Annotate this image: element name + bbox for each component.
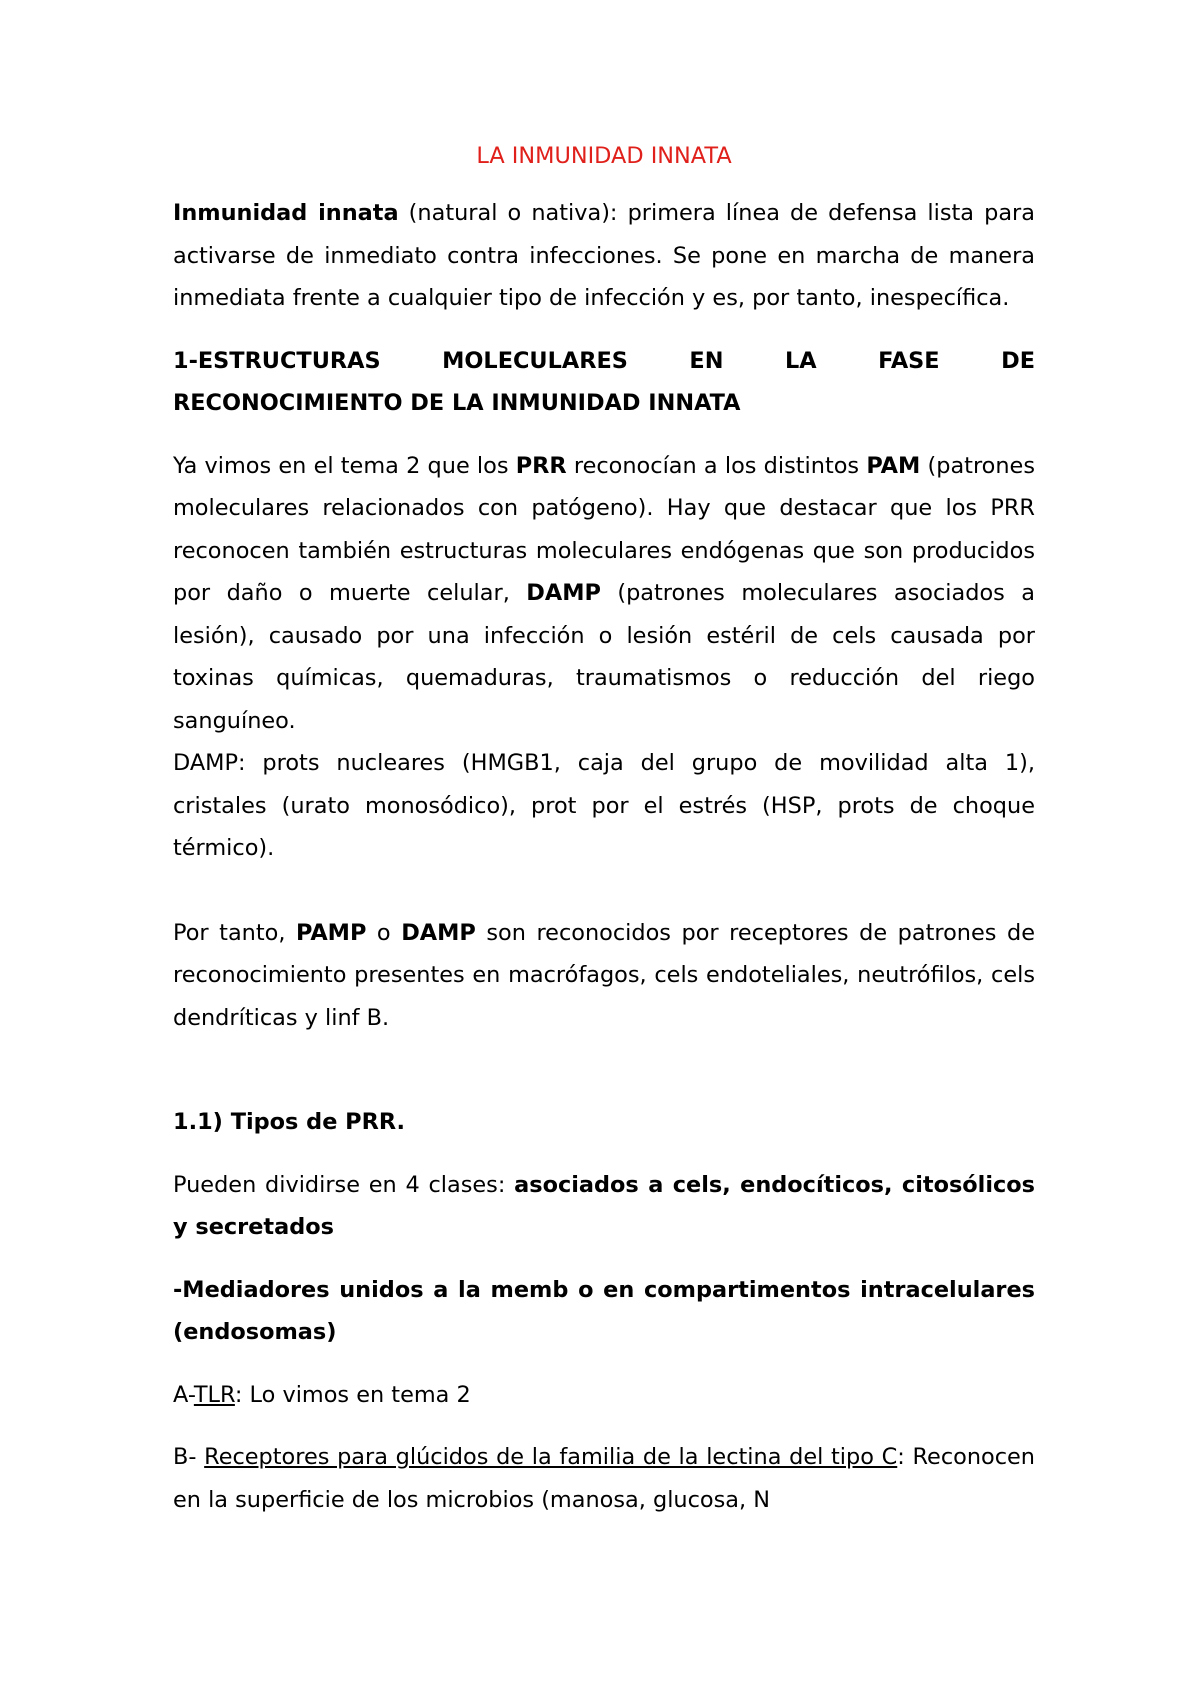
blank-line [173, 870, 1035, 912]
prr-bold-prr: PRR [515, 452, 567, 479]
mediadores-subheading: -Mediadores unidos a la memb o en compartimentos intracelulares (endosomas) [173, 1276, 1035, 1345]
item-b-prefix: B- [173, 1444, 205, 1470]
item-a-tlr [173, 1374, 1035, 1417]
prr-text-1: Ya vimos en el tema 2 que los [173, 452, 516, 479]
item-a-text: : Lo vimos en tema 2 [234, 1381, 471, 1408]
clases-text: Pueden dividirse en 4 clases: [173, 1171, 515, 1198]
clases-bold: asociados a cels, endocíticos, citosólicos y secretados [173, 1171, 1035, 1240]
item-a-prefix: A- [173, 1381, 194, 1408]
prr-paragraph [173, 445, 1035, 743]
intro-term: Inmunidad innata [173, 200, 399, 226]
prr-text-2: reconocían a los distintos [566, 452, 867, 479]
tanto-text-1: Por tanto, [173, 919, 296, 946]
item-b-link: Receptores para glúcidos de la familia de la lectina del tipo C [204, 1444, 898, 1470]
section-1-heading [173, 340, 1035, 425]
clases-paragraph [173, 1164, 1035, 1249]
item-b-text: : Reconocen en la superficie de los microbios (manosa, glucosa, N [173, 1444, 1035, 1513]
prr-bold-damp: DAMP [526, 580, 601, 606]
prr-text-3: (patrones moleculares relacionados con patógeno). Hay que destacar que los PRR reconocen también estructuras moleculares endógenas que son producidos por daño o muerte celular, [173, 452, 1035, 606]
damp-paragraph: DAMP: prots nucleares (HMGB1, caja del grupo de movilidad alta 1), cristales (urato monosódico), prot por el estrés (HSP, prots de choque térmico). [173, 750, 1035, 861]
section-1-heading-line-1: 1-ESTRUCTURAS MOLECULARES EN LA FASE DE [173, 347, 1035, 374]
tanto-text-2: o [366, 919, 402, 946]
tanto-text-3: son reconocidos por receptores de patrones de reconocimiento presentes en macrófagos, cels endoteliales, neutrófilos, cels dendríticas y linf B. [173, 919, 1035, 1031]
document-page [173, 140, 1035, 1541]
intro-paragraph [173, 192, 1035, 320]
section-1-1-heading: 1.1) Tipos de PRR. [173, 1109, 405, 1135]
prr-bold-pam: PAM [866, 452, 921, 479]
por-tanto-paragraph [173, 912, 1035, 1040]
intro-text: (natural o nativa): primera línea de defensa lista para activarse de inmediato contra infecciones. Se pone en marcha de manera inmediata frente a cualquier tipo de infección y es, por tanto, inespecífica. [173, 200, 1035, 311]
item-a-link: TLR [193, 1381, 235, 1408]
blank-line [173, 1039, 1035, 1101]
item-b-receptores [173, 1436, 1035, 1521]
section-1-heading-line-2: RECONOCIMIENTO DE LA INMUNIDAD INNATA [173, 390, 741, 416]
document-title: LA INMUNIDAD INNATA [476, 143, 732, 169]
tanto-bold-damp: DAMP [401, 919, 476, 946]
prr-text-4: (patrones moleculares asociados a lesión), causado por una infección o lesión estéril de cels causada por toxinas químicas, quemaduras, traumatismos o reducción del riego sanguíneo. [173, 580, 1035, 734]
tanto-bold-pamp: PAMP [296, 919, 367, 946]
